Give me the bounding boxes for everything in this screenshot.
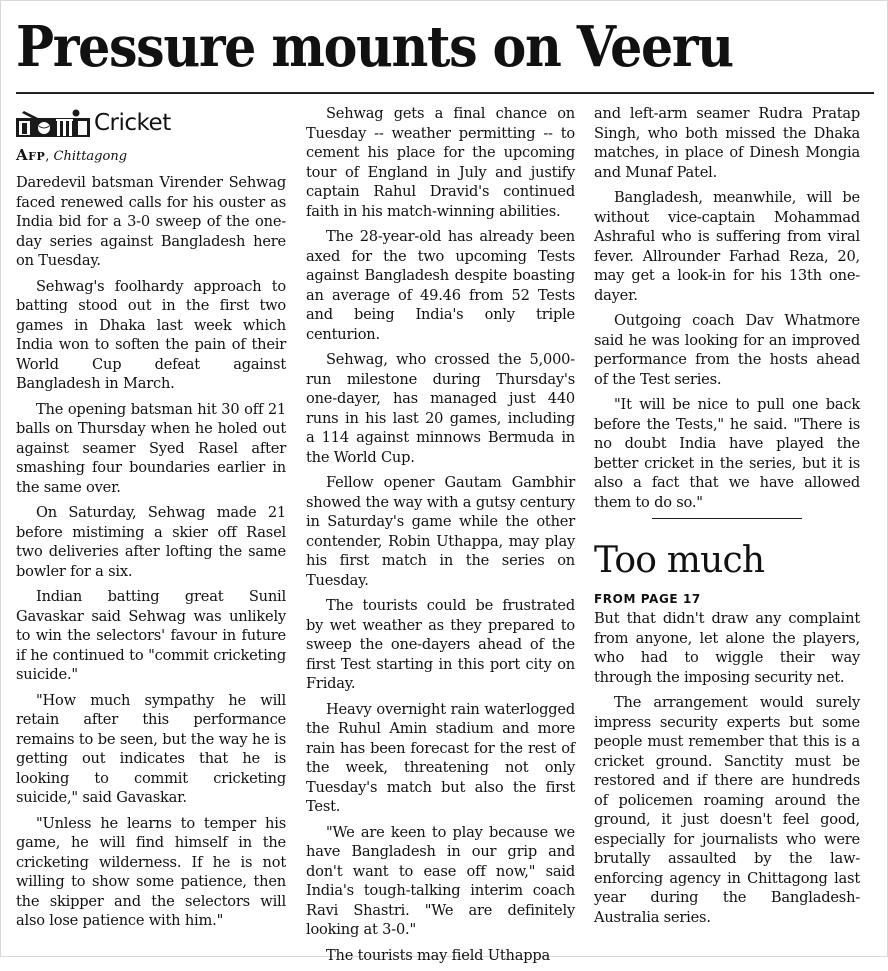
paragraph: The 28-year-old has already been axed for the two upcoming Tests against Bangladesh despite boasting an average of 49.46 from 52 Tests and being India's only triple centurion.: [306, 228, 575, 343]
cricket-bat-ball-stumps-icon: [16, 109, 90, 137]
story-separator: [652, 518, 802, 519]
paragraph: The opening batsman hit 30 off 21 balls on Thursday when he holed out against seamer Syed Rasel after smashing four boundaries earlier in the same over.: [16, 400, 286, 496]
section-kicker: [16, 108, 286, 138]
paragraph: The arrangement would surely impress security experts but some people must remember that this is a cricket ground. Sanctity must be restored and if there are hundreds of policemen roaming around the ground, it just doesn't feel good, especially for journalists who were brutally assaulted by the law-enforcing agency in Chittagong last year during the Bangladesh-Australia series.: [594, 694, 860, 926]
headline: Pressure mounts on Veeru: [16, 14, 733, 80]
paragraph: and left-arm seamer Rudra Pratap Singh, who both missed the Dhaka matches, in place of Dinesh Mongia and Munaf Patel.: [594, 105, 860, 181]
column-1: [16, 104, 286, 937]
paragraph: Heavy overnight rain waterlogged the Ruhul Amin stadium and more rain has been forecast for the rest of the week, threatening not only Tuesday's match but also the first Test.: [306, 700, 575, 815]
byline: Afp, Chittagong: [16, 146, 128, 164]
paragraph: Sehwag gets a final chance on Tuesday -- weather permitting -- to cement his place for the upcoming tour of England in July and justify captain Rahul Dravid's continued faith in his match-winning abilities.: [306, 105, 575, 220]
paragraph: The tourists could be frustrated by wet weather as they prepared to sweep the one-dayers ahead of the first Test starting in this port city on Friday.: [306, 597, 575, 692]
paragraph: Indian batting great Sunil Gavaskar said Sehwag was unlikely to win the selectors' favour in future if he continued to "commit cricketing suicide.": [16, 588, 286, 683]
column-2: [306, 104, 575, 971]
paragraph: "We are keen to play because we have Bangladesh in our grip and don't want to ease off now," said India's tough-talking interim coach Ravi Shastri. "We are definitely looking at 3-0.": [306, 823, 575, 938]
paragraph: But that didn't draw any complaint from anyone, let alone the players, who had to wiggle their way through the imposing security net.: [594, 610, 860, 686]
from-page-label: FROM PAGE 17: [594, 592, 701, 606]
column-3: [594, 104, 860, 933]
paragraph: On Saturday, Sehwag made 21 before mistiming a skier off Rasel two deliveries after lofting the same bowler for a six.: [16, 504, 286, 580]
headline-rule: [16, 92, 874, 94]
paragraph: "It will be nice to pull one back before the Tests," he said. "There is no doubt India have played the better cricket in the series, but it is also a fact that we have allowed them to do so.": [594, 396, 860, 511]
second-story-headline: Too much: [594, 540, 765, 581]
byline-agency: Afp: [16, 146, 46, 164]
paragraph: Sehwag, who crossed the 5,000-run milestone during Thursday's one-dayer, has managed just 440 runs in his last 20 games, including a 114 against minnows Bermuda in the World Cup.: [306, 351, 575, 466]
paragraph: Outgoing coach Dav Whatmore said he was looking for an improved performance from the hosts ahead of the Test series.: [594, 312, 860, 388]
section-label: Cricket: [94, 110, 171, 136]
paragraph: Bangladesh, meanwhile, will be without vice-captain Mohammad Ashraful who is suffering from viral fever. Allrounder Farhad Reza, 20, may get a look-in for his 13th one-dayer.: [594, 189, 860, 304]
paragraph: "Unless he learns to temper his game, he will find himself in the cricketing wilderness. If he is not willing to show some patience, then the skipper and the selectors will also lose patience with him.": [16, 814, 286, 929]
paragraph: Sehwag's foolhardy approach to batting stood out in the first two games in Dhaka last week which India won to soften the pain of their World Cup defeat against Bangladesh in March.: [16, 277, 286, 392]
paragraph: Fellow opener Gautam Gambhir showed the way with a gutsy century in Saturday's game while the other contender, Robin Uthappa, may play his first match in the series on Tuesday.: [306, 474, 575, 589]
paragraph: Daredevil batsman Virender Sehwag faced renewed calls for his ouster as India bid for a 3-0 sweep of the one-day series against Bangladesh here on Tuesday.: [16, 174, 286, 269]
paragraph: The tourists may field Uthappa: [326, 946, 551, 964]
paragraph: "How much sympathy he will retain after this performance remains to be seen, but the way he is getting out indicates that he is looking to commit cricketing suicide," said Gavaskar.: [16, 691, 286, 806]
byline-place: Chittagong: [53, 149, 128, 164]
